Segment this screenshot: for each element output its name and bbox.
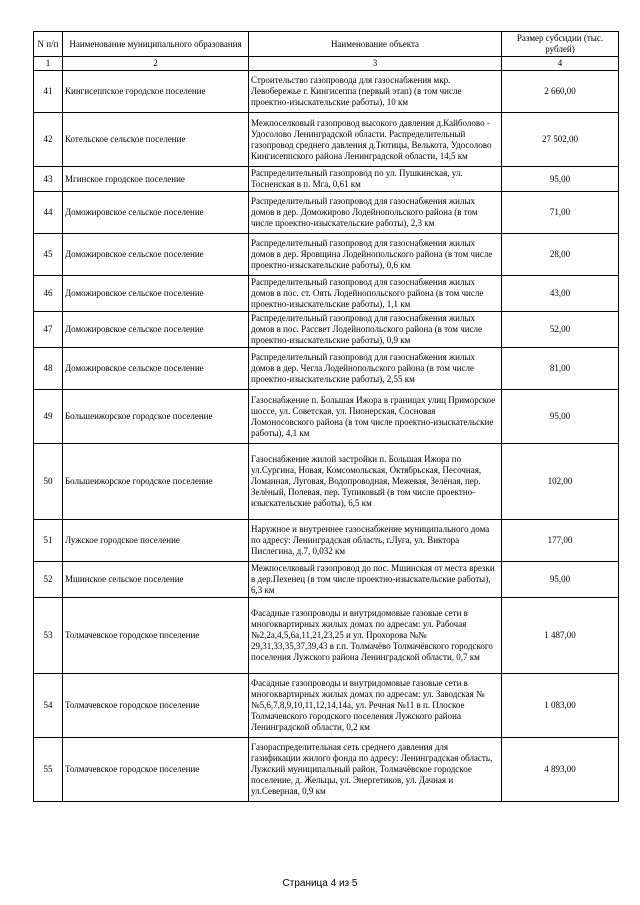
table-row xyxy=(34,276,619,312)
row-object: Распределительный газопровод для газоснабжения жилых домов в пос. ст. Оять Лодейнопольского района (в том числе проектно-изыскательские работы), 1,1 км xyxy=(249,276,502,312)
row-number: 51 xyxy=(34,520,63,562)
row-amount: 2 660,00 xyxy=(502,71,619,113)
table-row xyxy=(34,348,619,390)
row-amount: 95,00 xyxy=(502,562,619,598)
row-amount: 71,00 xyxy=(502,192,619,234)
header-object: Наименование объекта xyxy=(249,32,502,57)
row-municipality: Большеижорское городское поселение xyxy=(63,444,249,520)
row-number: 48 xyxy=(34,348,63,390)
row-amount: 4 893,00 xyxy=(502,738,619,802)
row-object: Газоснабжение жилой застройки п. Большая Ижора по ул.Сургина, Новая, Комсомольская, Октябрьская, Песочная, Ломанная, Луговая, Водопроводная, Межевая, Зелёная, пер. Зелёный, Полевая, пер. Тупиковый (в том числе проектно-изыскательские работы), 6,5 км xyxy=(249,444,502,520)
row-object: Наружное и внутреннее газоснабжение муниципального дома по адресу: Ленинградская область, г.Луга, ул. Виктора Пислегина, д.7, 0,032 км xyxy=(249,520,502,562)
row-object: Газораспределительная сеть среднего давления для газификации жилого фонда по адресу: Ленинградская область, Лужский муниципальный район, Толмачёвское городское поселение, д. Жельцы, ул. Энергетиков, ул. Дачная и ул.Северная, 0,9 км xyxy=(249,738,502,802)
column-number: 1 xyxy=(34,57,63,71)
row-object: Распределительный газопровод для газоснабжения жилых домов в дер. Доможирово Лодейнопольского района (в том числе проектно-изыскательские работы), 2,3 км xyxy=(249,192,502,234)
row-municipality: Мгинское городское поселение xyxy=(63,167,249,192)
row-number: 44 xyxy=(34,192,63,234)
row-number: 49 xyxy=(34,390,63,444)
header-subsidy: Размер субсидии (тыс. рублей) xyxy=(502,32,619,57)
row-amount: 102,00 xyxy=(502,444,619,520)
table-row xyxy=(34,234,619,276)
row-number: 45 xyxy=(34,234,63,276)
row-object: Газоснабжение п. Большая Ижора в границах улиц Приморское шоссе, ул. Советская, ул. Пионерская, Сосновая Ломоносовского района (в том числе проектно-изыскательские работы), 4,1 км xyxy=(249,390,502,444)
row-municipality: Лужское городское поселение xyxy=(63,520,249,562)
row-amount: 177,00 xyxy=(502,520,619,562)
table-row xyxy=(34,562,619,598)
row-number: 54 xyxy=(34,674,63,738)
column-number: 3 xyxy=(249,57,502,71)
table-row xyxy=(34,738,619,802)
row-number: 50 xyxy=(34,444,63,520)
row-municipality: Доможировское сельское поселение xyxy=(63,192,249,234)
row-amount: 52,00 xyxy=(502,312,619,348)
row-number: 46 xyxy=(34,276,63,312)
row-object: Распределительный газопровод для газоснабжения жилых домов в дер. Чегла Лодейнопольского района (в том числе проектно-изыскательские работы), 2,55 км xyxy=(249,348,502,390)
row-number: 55 xyxy=(34,738,63,802)
row-number: 42 xyxy=(34,113,63,167)
row-number: 47 xyxy=(34,312,63,348)
table-row xyxy=(34,192,619,234)
header-municipality: Наименование муниципального образования xyxy=(63,32,249,57)
table-row xyxy=(34,674,619,738)
column-number: 4 xyxy=(502,57,619,71)
row-municipality: Доможировское сельское поселение xyxy=(63,276,249,312)
table-row xyxy=(34,71,619,113)
row-municipality: Толмачевское городское поселение xyxy=(63,598,249,674)
row-amount: 1 487,00 xyxy=(502,598,619,674)
row-municipality: Толмачевское городское поселение xyxy=(63,674,249,738)
header-row xyxy=(34,32,619,57)
row-municipality: Толмачевское городское поселение xyxy=(63,738,249,802)
row-number: 53 xyxy=(34,598,63,674)
row-object: Распределительный газопровод для газоснабжения жилых домов в пос. Рассвет Лодейнопольского района (в том числе проектно-изыскательские работы), 0,9 км xyxy=(249,312,502,348)
table-row xyxy=(34,312,619,348)
row-amount: 27 502,00 xyxy=(502,113,619,167)
row-object: Фасадные газопроводы и внутридомовые газовые сети в многоквартирных жилых домах по адресам: ул. Рабочая №2,2а,4,5,6а,11,21,23,25 и ул. Прохорова №№ 29,31,33,35,37,39,43 в г.п. Толмачёво Толмачёвского городского поселения Лужского района Ленинградской области, 0,7 км xyxy=(249,598,502,674)
row-number: 41 xyxy=(34,71,63,113)
row-number: 43 xyxy=(34,167,63,192)
row-object: Фасадные газопроводы и внутридомовые газовые сети в многоквартирных жилых домах по адресам: ул. Заводская №№5,6,7,8,9,10,11,12,14,14а, ул. Речная №11 в п. Плоское Толмачевского городского поселения Лужского района Ленинградской области, 0,2 км xyxy=(249,674,502,738)
row-amount: 43,00 xyxy=(502,276,619,312)
row-number: 52 xyxy=(34,562,63,598)
subsidy-table xyxy=(33,31,619,802)
row-object: Межпоселковый газопровод высокого давления д.Кайболово - Удосолово Ленинградской области. Распределительный газопровод среднего давления д.Тютицы, Велькота, Удосолово Кингисеппского района Ленинградской области, 14,5 км xyxy=(249,113,502,167)
row-municipality: Котельское сельское поселение xyxy=(63,113,249,167)
page-footer: Страница 4 из 5 xyxy=(282,878,358,889)
table-row xyxy=(34,444,619,520)
column-number: 2 xyxy=(63,57,249,71)
row-municipality: Доможировское сельское поселение xyxy=(63,348,249,390)
row-object: Строительство газопровода для газоснабжения мкр. Левобережье г. Кингисеппа (первый этап) (в том числе проектно-изыскательские работы), 10 км xyxy=(249,71,502,113)
row-municipality: Мшинское сельское поселение xyxy=(63,562,249,598)
row-amount: 28,00 xyxy=(502,234,619,276)
row-amount: 95,00 xyxy=(502,167,619,192)
table-body xyxy=(34,71,619,802)
row-object: Распределительный газопровод по ул. Пушкинская, ул. Тосненская в п. Мга, 0,61 км xyxy=(249,167,502,192)
row-amount: 95,00 xyxy=(502,390,619,444)
table-row xyxy=(34,520,619,562)
table-row xyxy=(34,390,619,444)
row-amount: 81,00 xyxy=(502,348,619,390)
row-object: Распределительный газопровод для газоснабжения жилых домов в дер. Яровщина Лодейнопольского района (в том числе проектно-изыскательские работы), 0,6 км xyxy=(249,234,502,276)
table-row xyxy=(34,167,619,192)
table-row xyxy=(34,598,619,674)
row-object: Межпоселковый газопровод до пос. Мшинская от места врезки в дер.Пехенец (в том числе проектно-изыскательские работы), 6,3 км xyxy=(249,562,502,598)
row-municipality: Доможировское сельское поселение xyxy=(63,312,249,348)
row-municipality: Доможировское сельское поселение xyxy=(63,234,249,276)
row-municipality: Кингисеппское городское поселение xyxy=(63,71,249,113)
column-number-row xyxy=(34,57,619,71)
row-amount: 1 083,00 xyxy=(502,674,619,738)
header-num: N п/п xyxy=(34,32,63,57)
table-row xyxy=(34,113,619,167)
row-municipality: Большеижорское городское поселение xyxy=(63,390,249,444)
